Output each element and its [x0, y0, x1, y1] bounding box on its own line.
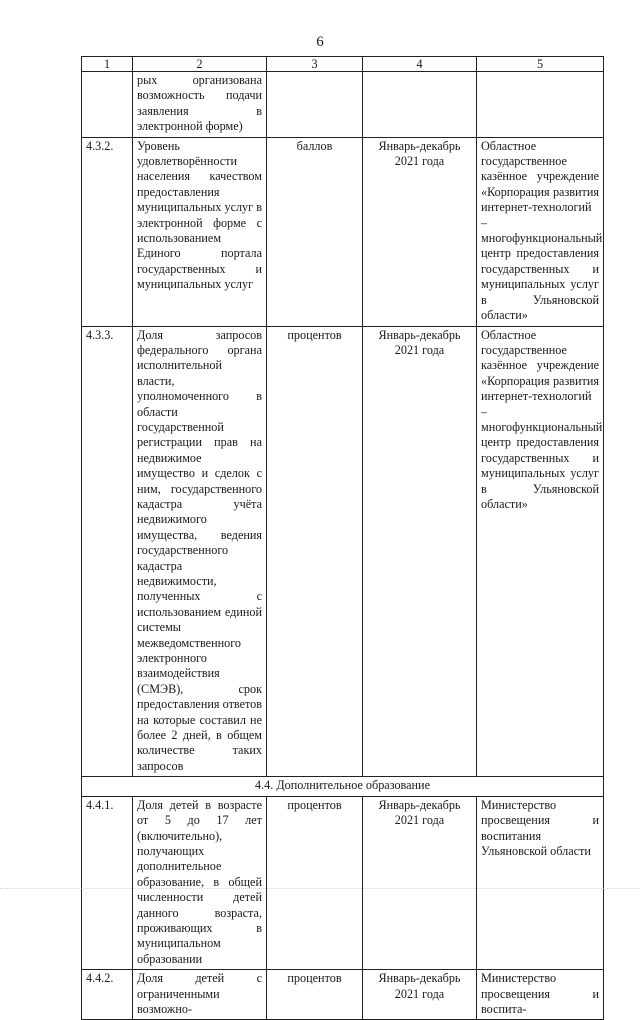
row-number: 4.4.1.	[82, 796, 133, 969]
indicator-cell: Уровень удовлетворённости населения качеством предоставления муниципальных услуг в электронной форме с использованием Единого портала государственных и муниципальных услуг	[133, 137, 267, 326]
column-header-3: 3	[267, 57, 363, 72]
row-number: 4.3.3.	[82, 326, 133, 777]
period-cell: Январь-декабрь 2021 года	[363, 970, 477, 1020]
row-number	[82, 72, 133, 138]
indicator-cell: Доля детей в возрасте от 5 до 17 лет (включительно), получающих дополнительное образование, в общей численности детей данного возраста, проживающих в муниципальном образовании	[133, 796, 267, 969]
page-number: 6	[316, 34, 324, 50]
period-cell: Январь-декабрь 2021 года	[363, 137, 477, 326]
document-table	[81, 56, 604, 1020]
column-header-1: 1	[82, 57, 133, 72]
section-row	[82, 777, 604, 796]
responsible-cell: Министерство просвещения и воспитания Ульяновской области	[477, 796, 604, 969]
responsible-cell: Областное государственное казённое учреждение «Корпорация развития интернет-технологий – многофункциональный центр предоставления государственных и муниципальных услуг в Ульяновской области»	[477, 326, 604, 777]
period-cell: Январь-декабрь 2021 года	[363, 326, 477, 777]
responsible-cell: Областное государственное казённое учреждение «Корпорация развития интернет-технологий – многофункциональный центр предоставления государственных и муниципальных услуг в Ульяновской области»	[477, 137, 604, 326]
unit-cell: баллов	[267, 137, 363, 326]
header-row	[82, 57, 604, 72]
indicator-cell: рых организована возможность подачи заявления в электронной форме)	[133, 72, 267, 138]
responsible-cell	[477, 72, 604, 138]
scan-edge-marks	[0, 888, 640, 895]
unit-cell	[267, 72, 363, 138]
table-row	[82, 137, 604, 326]
indicator-cell: Доля детей с ограниченными возможно-	[133, 970, 267, 1020]
row-number: 4.4.2.	[82, 970, 133, 1020]
indicator-cell: Доля запросов федерального органа исполнительной власти, уполномоченного в области государственной регистрации прав на недвижимое имущество и сделок с ним, государственного кадастра учёта недвижимого имущества, ведения государственного кадастра недвижимости, полученных с использованием единой системы межведомственного электронного взаимодействия (СМЭВ), срок предоставления ответов на которые составил не более 2 дней, в общем количестве таких запросов	[133, 326, 267, 777]
row-number: 4.3.2.	[82, 137, 133, 326]
column-header-5: 5	[477, 57, 604, 72]
table-row	[82, 326, 604, 777]
section-title: 4.4. Дополнительное образование	[82, 777, 604, 796]
responsible-cell: Министерство просвещения и воспита-	[477, 970, 604, 1020]
column-header-4: 4	[363, 57, 477, 72]
unit-cell: процентов	[267, 970, 363, 1020]
column-header-2: 2	[133, 57, 267, 72]
table-row	[82, 796, 604, 969]
unit-cell: процентов	[267, 326, 363, 777]
period-cell	[363, 72, 477, 138]
period-cell: Январь-декабрь 2021 года	[363, 796, 477, 969]
table-row	[82, 72, 604, 138]
unit-cell: процентов	[267, 796, 363, 969]
table-row	[82, 970, 604, 1020]
